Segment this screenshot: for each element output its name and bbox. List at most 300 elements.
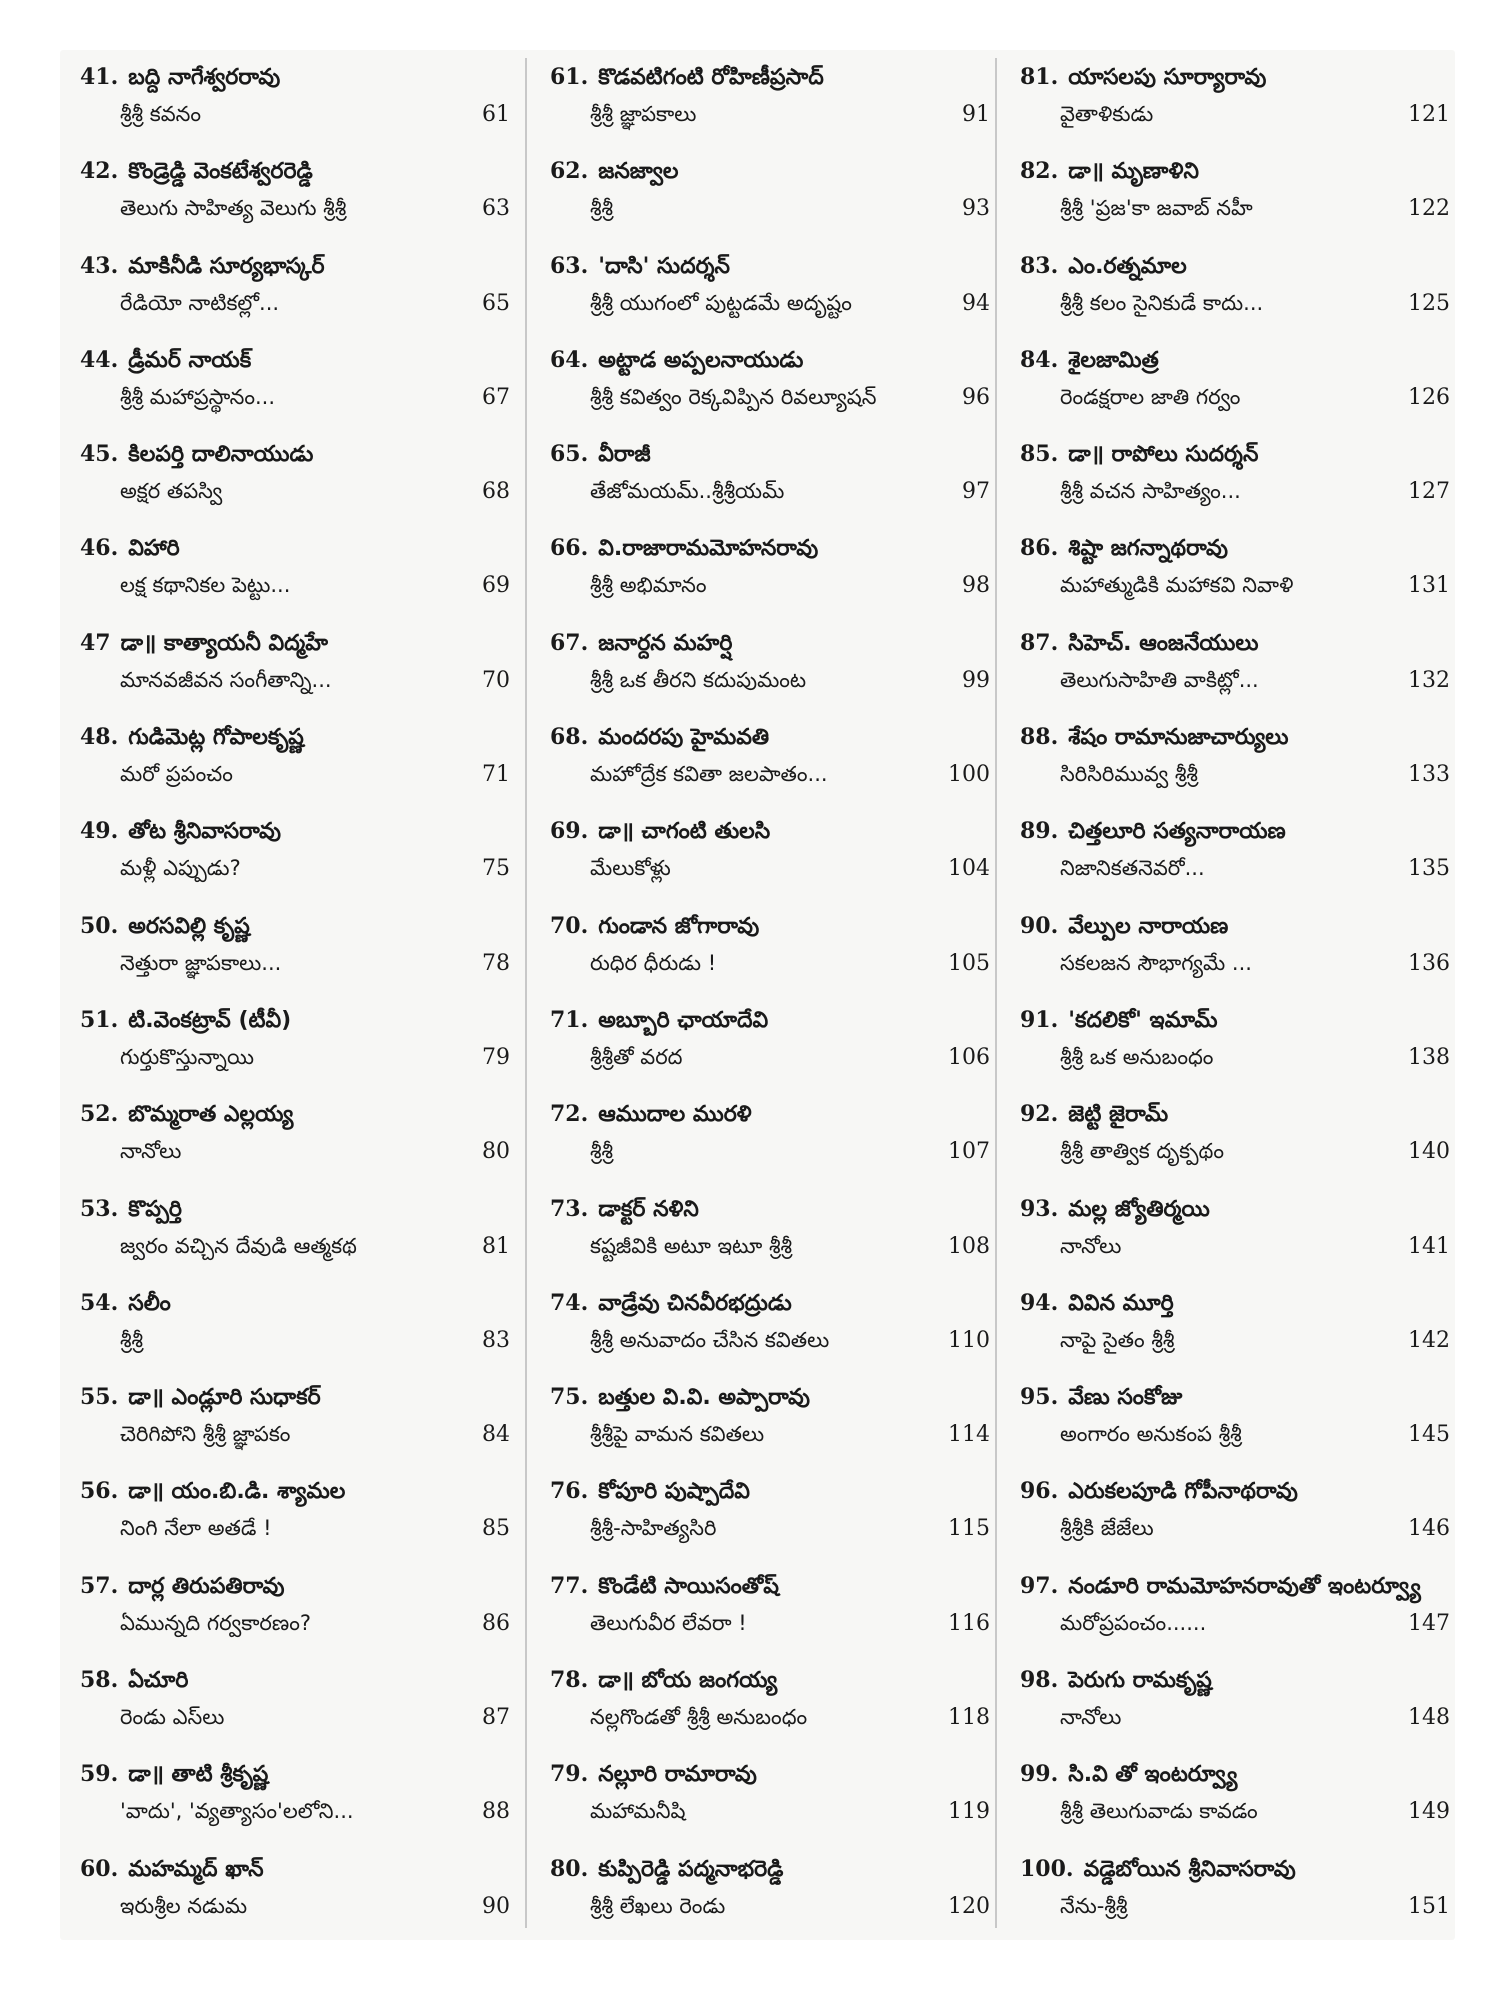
column-divider [995, 58, 997, 1928]
entry-number: 67. [550, 629, 589, 656]
toc-entry [80, 1087, 510, 1181]
entry-number: 50. [80, 912, 119, 939]
entry-number: 71. [550, 1006, 589, 1033]
entry-author: తోట శ్రీనివాసరావు [128, 819, 281, 845]
entry-author-line [80, 441, 510, 472]
entry-author: అట్టాడ అప్పలనాయుడు [598, 347, 804, 373]
entry-page-number: 94 [962, 290, 990, 316]
entry-number: 80. [550, 1855, 589, 1882]
entry-number: 59. [80, 1761, 119, 1788]
entry-author: డా॥ మృణాళిని [1068, 159, 1199, 185]
toc-entry [550, 710, 990, 804]
entry-author-line [550, 1101, 990, 1132]
toc-entry [80, 1182, 510, 1276]
toc-entry [1020, 993, 1450, 1087]
entry-title: శ్రీశ్రీ వచన సాహిత్యం... [1060, 479, 1241, 504]
contents-column-3 [1020, 50, 1450, 1940]
entry-title: మహాత్ముడికి మహాకవి నివాళి [1060, 573, 1294, 598]
entry-author: డా॥ చాగంటి తులసి [598, 819, 771, 845]
entry-title: వైతాళికుడు [1060, 102, 1154, 126]
entry-author-line [1020, 158, 1450, 189]
entry-author: యాసలపు సూర్యారావు [1068, 65, 1267, 90]
entry-author-line [550, 913, 990, 944]
entry-author-line [80, 1573, 510, 1604]
entry-number: 94. [1020, 1289, 1059, 1316]
entry-page-number: 61 [482, 102, 510, 127]
entry-author: మహమ్మద్ ఖాన్ [128, 1856, 264, 1882]
toc-entry [1020, 1842, 1450, 1936]
entry-title: నానోలు [1060, 1233, 1122, 1258]
entry-number: 51. [80, 1006, 119, 1033]
toc-entry [550, 1842, 990, 1936]
toc-entry [550, 1464, 990, 1558]
entry-title: శ్రీశ్రీ 'ప్రజ'కా జవాబ్ నహీ [1060, 196, 1253, 221]
entry-title: మహామనీషి [590, 1799, 686, 1824]
entry-title: శ్రీశ్రీ మహాప్రస్థానం... [120, 384, 276, 409]
toc-entry [1020, 1464, 1450, 1558]
entry-page-number: 116 [948, 1610, 990, 1636]
entry-author-line [1020, 913, 1450, 944]
entry-title: తెలుగు సాహిత్య వెలుగు శ్రీశ్రీ [120, 196, 347, 221]
entry-title: సకలజన సౌభాగ్యమే ... [1060, 950, 1252, 975]
toc-entry [80, 1276, 510, 1370]
toc-entry [1020, 616, 1450, 710]
entry-author-line [1020, 1290, 1450, 1321]
entry-title: అక్షర తపస్వి [120, 479, 223, 504]
toc-entry [80, 239, 510, 333]
toc-entry [1020, 50, 1450, 144]
entry-number: 93. [1020, 1195, 1059, 1222]
entry-page-number: 99 [962, 667, 990, 693]
entry-author-line [550, 441, 990, 472]
entry-page-number: 96 [962, 384, 990, 410]
entry-title: శ్రీశ్రీ లేఖలు రెండు [590, 1893, 726, 1918]
entry-author-line [550, 1290, 990, 1321]
entry-author-line [1020, 1101, 1450, 1132]
entry-number: 87. [1020, 629, 1059, 656]
entry-author-line [80, 535, 510, 566]
entry-page-number: 133 [1408, 762, 1450, 788]
entry-author: వి.రాజారామమోహనరావు [598, 536, 819, 562]
entry-author: జనార్దన మహర్షి [598, 630, 733, 656]
entry-number: 63. [550, 252, 589, 279]
entry-author: ఎరుకలపూడి గోపీనాథరావు [1068, 1479, 1298, 1505]
entry-page-number: 121 [1408, 102, 1450, 127]
entry-page-number: 85 [482, 1516, 510, 1542]
entry-page-number: 107 [948, 1139, 990, 1165]
entry-title: మళ్లీ ఎప్పుడు? [120, 856, 241, 881]
toc-entry [1020, 239, 1450, 333]
entry-author: డా॥ యం.బి.డి. శ్యామల [128, 1479, 346, 1505]
entry-page-number: 140 [1408, 1139, 1450, 1165]
entry-author-line [80, 818, 510, 849]
entry-author: డా॥ కాత్యాయనీ విద్మహే [120, 630, 328, 656]
toc-entry [80, 804, 510, 898]
entry-number: 60. [80, 1855, 119, 1882]
entry-author: కుప్పిరెడ్డి పద్మనాభరెడ్డి [598, 1856, 784, 1882]
entry-author: వడ్డెబోయిన శ్రీనివాసరావు [1083, 1856, 1296, 1882]
entry-author-line [80, 1667, 510, 1698]
entry-page-number: 78 [482, 950, 510, 976]
toc-entry [80, 1653, 510, 1747]
entry-page-number: 87 [482, 1705, 510, 1731]
entry-author: బత్తుల వి.వి. అప్పారావు [598, 1385, 810, 1411]
entry-title: తెలుగువీర లేవరా ! [590, 1610, 747, 1635]
entry-page-number: 104 [948, 856, 990, 882]
entry-page-number: 79 [482, 1044, 510, 1070]
toc-entry [550, 1370, 990, 1464]
entry-author: మల్ల జ్యోతిర్మయి [1068, 1196, 1210, 1222]
entry-page-number: 147 [1408, 1610, 1450, 1636]
entry-number: 42. [80, 158, 119, 185]
entry-page-number: 91 [962, 102, 990, 127]
entry-author-line [550, 1007, 990, 1038]
toc-entry [550, 1276, 990, 1370]
entry-author-line [550, 1856, 990, 1887]
entry-title: లక్ష కథానికల పెట్టు... [120, 573, 291, 598]
toc-entry [550, 899, 990, 993]
entry-author: సి.వి తో ఇంటర్వ్యూ [1068, 1762, 1238, 1788]
entry-page-number: 131 [1408, 573, 1450, 599]
entry-page-number: 115 [948, 1516, 990, 1542]
entry-page-number: 75 [482, 856, 510, 882]
contents-column-2 [550, 50, 990, 1940]
toc-entry [1020, 1653, 1450, 1747]
entry-number: 83. [1020, 252, 1059, 279]
entry-author-line [1020, 1761, 1450, 1792]
entry-title: శ్రీశ్రీ ఒక తీరని కదుపుమంట [590, 667, 807, 692]
entry-page-number: 149 [1408, 1799, 1450, 1825]
entry-title: శ్రీశ్రీ [590, 1139, 614, 1164]
entry-author: కొప్పర్తి [128, 1196, 182, 1222]
entry-title: రుధిర ధీరుడు ! [590, 950, 717, 975]
entry-number: 78. [550, 1667, 589, 1694]
entry-page-number: 151 [1408, 1893, 1450, 1919]
entry-page-number: 141 [1408, 1233, 1450, 1259]
entry-author-line [550, 1667, 990, 1698]
entry-title: మేలుకోళ్లు [590, 856, 671, 881]
entry-author: వీరాజీ [598, 442, 651, 468]
toc-entry [80, 1370, 510, 1464]
entry-page-number: 70 [482, 667, 510, 693]
entry-author-line [1020, 1856, 1450, 1887]
toc-entry [80, 50, 510, 144]
toc-entry [80, 616, 510, 710]
entry-author: విహారి [128, 536, 180, 562]
entry-author-line [550, 1478, 990, 1509]
contents-page [60, 50, 1455, 1940]
entry-page-number: 136 [1408, 950, 1450, 976]
entry-author: 'కదలికో' ఇమామ్ [1068, 1007, 1218, 1033]
entry-author-line [80, 1007, 510, 1038]
toc-entry [550, 1653, 990, 1747]
entry-author: జనజ్వాల [598, 159, 679, 185]
entry-author-line [1020, 441, 1450, 472]
toc-entry [550, 1747, 990, 1841]
entry-author-line [80, 630, 510, 661]
entry-title: నానోలు [1060, 1705, 1122, 1730]
entry-title: శ్రీశ్రీ ఒక అనుబంధం [1060, 1044, 1214, 1069]
entry-number: 58. [80, 1667, 119, 1694]
entry-page-number: 120 [948, 1893, 990, 1919]
toc-entry [80, 333, 510, 427]
entry-author: టి.వెంకట్రావ్ (టీవీ) [128, 1007, 292, 1033]
toc-entry [550, 1182, 990, 1276]
entry-page-number: 148 [1408, 1705, 1450, 1731]
entry-number: 86. [1020, 535, 1059, 562]
entry-page-number: 65 [482, 290, 510, 316]
entry-page-number: 110 [948, 1327, 990, 1353]
entry-author-line [550, 158, 990, 189]
entry-author-line [550, 630, 990, 661]
toc-entry [550, 521, 990, 615]
entry-author-line [80, 347, 510, 378]
entry-author-line [80, 64, 510, 95]
entry-number: 90. [1020, 912, 1059, 939]
entry-title: అంగారం అనుకంప శ్రీశ్రీ [1060, 1422, 1242, 1447]
entry-page-number: 125 [1408, 290, 1450, 316]
entry-title: మహోద్రేక కవితా జలపాతం... [590, 762, 828, 787]
toc-entry [80, 899, 510, 993]
entry-author-line [1020, 1196, 1450, 1227]
entry-number: 55. [80, 1384, 119, 1411]
entry-number: 82. [1020, 158, 1059, 185]
toc-entry [1020, 1370, 1450, 1464]
toc-entry [80, 1464, 510, 1558]
entry-page-number: 71 [482, 762, 510, 788]
entry-author: ఆముదాల మురళి [598, 1102, 752, 1128]
entry-page-number: 132 [1408, 667, 1450, 693]
entry-author-line [1020, 630, 1450, 661]
entry-number: 89. [1020, 818, 1059, 845]
entry-author: మాకినీడి సూర్యభాస్కర్ [128, 253, 325, 279]
entry-page-number: 88 [482, 1799, 510, 1825]
entry-author: సలీం [128, 1290, 171, 1316]
entry-page-number: 84 [482, 1422, 510, 1448]
entry-title: శ్రీశ్రీ యుగంలో పుట్టడమే అదృష్టం [590, 290, 852, 315]
entry-number: 70. [550, 912, 589, 939]
entry-author: గుండాన జోగారావు [598, 913, 760, 939]
toc-entry [1020, 804, 1450, 898]
entry-number: 44. [80, 346, 119, 373]
entry-page-number: 97 [962, 479, 990, 505]
toc-entry [550, 427, 990, 521]
entry-author-line [80, 1856, 510, 1887]
toc-entry [1020, 521, 1450, 615]
entry-number: 91. [1020, 1006, 1059, 1033]
entry-author: వేణు సంకోజు [1068, 1385, 1183, 1411]
entry-page-number: 83 [482, 1327, 510, 1353]
entry-number: 97. [1020, 1572, 1059, 1599]
entry-title: ఏమున్నది గర్వకారణం? [120, 1610, 312, 1635]
entry-number: 69. [550, 818, 589, 845]
toc-entry [550, 239, 990, 333]
entry-author-line [550, 253, 990, 284]
entry-author-line [550, 1573, 990, 1604]
entry-author: డా॥ తాటి శ్రీకృష్ణ [128, 1762, 269, 1788]
entry-number: 68. [550, 724, 589, 751]
toc-entry [550, 804, 990, 898]
entry-page-number: 100 [948, 762, 990, 788]
entry-author: కొడవటిగంటి రోహిణీప్రసాద్ [598, 65, 824, 90]
entry-title: నల్లగొండతో శ్రీశ్రీ అనుబంధం [590, 1705, 808, 1730]
entry-title: శ్రీశ్రీ కలం సైనికుడే కాదు... [1060, 290, 1264, 315]
toc-entry [550, 50, 990, 144]
entry-title: నేను-శ్రీశ్రీ [1060, 1893, 1128, 1918]
entry-title: శ్రీశ్రీకి జేజేలు [1060, 1516, 1154, 1541]
entry-author-line [550, 1761, 990, 1792]
toc-entry [80, 1747, 510, 1841]
entry-author: ఎం.రత్నమాల [1068, 253, 1187, 279]
entry-title: తెలుగుసాహితి వాకిట్లో... [1060, 667, 1259, 692]
toc-entry [550, 333, 990, 427]
entry-number: 95. [1020, 1384, 1059, 1411]
toc-entry [1020, 144, 1450, 238]
entry-page-number: 114 [948, 1422, 990, 1448]
entry-number: 61. [550, 64, 589, 90]
entry-number: 53. [80, 1195, 119, 1222]
entry-title: గుర్తుకొస్తున్నాయి [120, 1044, 254, 1069]
toc-entry [1020, 1182, 1450, 1276]
entry-number: 77. [550, 1572, 589, 1599]
entry-author-line [80, 1384, 510, 1415]
entry-number: 99. [1020, 1761, 1059, 1788]
toc-entry [1020, 1276, 1450, 1370]
entry-page-number: 135 [1408, 856, 1450, 882]
entry-page-number: 80 [482, 1139, 510, 1165]
entry-page-number: 138 [1408, 1044, 1450, 1070]
entry-page-number: 69 [482, 573, 510, 599]
entry-author-line [80, 1761, 510, 1792]
entry-author-line [1020, 347, 1450, 378]
toc-entry [550, 616, 990, 710]
entry-author: డా॥ ఎండ్లూరి సుధాకర్ [128, 1385, 321, 1411]
entry-author: వివిన మూర్తి [1068, 1290, 1174, 1316]
entry-page-number: 63 [482, 196, 510, 222]
entry-author-line [80, 1290, 510, 1321]
toc-entry [550, 993, 990, 1087]
entry-page-number: 106 [948, 1044, 990, 1070]
entry-author-line [550, 347, 990, 378]
toc-entry [1020, 710, 1450, 804]
entry-author: కొండేటి సాయిసంతోష్ [598, 1573, 779, 1599]
entry-author-line [1020, 1384, 1450, 1415]
toc-entry [80, 993, 510, 1087]
entry-author: శేషం రామానుజాచార్యులు [1068, 725, 1289, 751]
entry-page-number: 68 [482, 479, 510, 505]
entry-author-line [550, 1384, 990, 1415]
entry-page-number: 146 [1408, 1516, 1450, 1542]
entry-number: 88. [1020, 724, 1059, 751]
entry-author-line [550, 64, 990, 95]
entry-title: రెండు ఎస్‌లు [120, 1705, 225, 1730]
entry-author-line [1020, 1573, 1450, 1604]
entry-number: 41. [80, 64, 119, 90]
entry-title: శ్రీశ్రీ జ్ఞాపకాలు [590, 102, 697, 126]
entry-author-line [1020, 1007, 1450, 1038]
entry-title: నానోలు [120, 1139, 182, 1164]
entry-title: శ్రీశ్రీ కవిత్వం రెక్కవిప్పిన రివల్యూషన్ [590, 384, 877, 409]
entry-title: చెరిగిపోని శ్రీశ్రీ జ్ఞాపకం [120, 1422, 291, 1447]
entry-author-line [80, 1101, 510, 1132]
entry-title: రెండక్షరాల జాతి గర్వం [1060, 384, 1241, 409]
entry-number: 74. [550, 1289, 589, 1316]
entry-number: 64. [550, 346, 589, 373]
entry-number: 73. [550, 1195, 589, 1222]
entry-author: కోపూరి పుష్పాదేవి [598, 1479, 750, 1505]
entry-author: శైలజామిత్ర [1068, 347, 1159, 373]
entry-author-line [1020, 64, 1450, 95]
toc-entry [1020, 899, 1450, 993]
entry-title: మరో ప్రపంచం [120, 762, 233, 787]
toc-entry [80, 1842, 510, 1936]
entry-author: బొమ్మరాత ఎల్లయ్య [128, 1102, 294, 1128]
entry-author: వాడ్రేవు చినవీరభద్రుడు [598, 1290, 792, 1316]
entry-title: శ్రీశ్రీతో వరద [590, 1044, 683, 1069]
toc-entry [80, 710, 510, 804]
entry-author-line [550, 1196, 990, 1227]
entry-author-line [80, 253, 510, 284]
entry-author-line [1020, 535, 1450, 566]
entry-page-number: 118 [948, 1705, 990, 1731]
entry-number: 100. [1020, 1855, 1074, 1882]
entry-title: శ్రీశ్రీ-సాహిత్యసిరి [590, 1516, 717, 1541]
toc-entry [80, 427, 510, 521]
entry-author: అరసవిల్లి కృష్ణ [128, 913, 250, 939]
toc-entry [1020, 1747, 1450, 1841]
entry-author-line [80, 724, 510, 755]
entry-author: కిలపర్తి దాలినాయుడు [128, 442, 314, 468]
entry-number: 57. [80, 1572, 119, 1599]
entry-author: బద్ది నాగేశ్వరరావు [128, 65, 281, 90]
entry-number: 66. [550, 535, 589, 562]
entry-title: శ్రీశ్రీ కవనం [120, 102, 202, 126]
entry-author: డా॥ రాపోలు సుదర్శన్ [1068, 442, 1259, 468]
entry-page-number: 90 [482, 1893, 510, 1919]
entry-title: శ్రీశ్రీ తాత్విక దృక్పథం [1060, 1139, 1225, 1164]
entry-author: పెరుగు రామకృష్ణ [1068, 1668, 1212, 1694]
entry-number: 75. [550, 1384, 589, 1411]
entry-page-number: 108 [948, 1233, 990, 1259]
entry-author-line [80, 1478, 510, 1509]
entry-number: 65. [550, 441, 589, 468]
entry-title: తేజోమయమ్..శ్రీశ్రీయమ్ [590, 479, 785, 504]
entry-title: శ్రీశ్రీ తెలుగువాడు కావడం [1060, 1799, 1258, 1824]
entry-number: 48. [80, 724, 119, 751]
entry-number: 98. [1020, 1667, 1059, 1694]
entry-number: 81. [1020, 64, 1059, 90]
entry-title: మానవజీవన సంగీతాన్ని... [120, 667, 332, 692]
toc-entry [550, 1559, 990, 1653]
entry-title: శ్రీశ్రీ అభిమానం [590, 573, 707, 598]
toc-entry [550, 144, 990, 238]
entry-page-number: 122 [1408, 196, 1450, 222]
entry-author: వేల్పుల నారాయణ [1068, 913, 1229, 939]
entry-number: 84. [1020, 346, 1059, 373]
toc-entry [80, 144, 510, 238]
entry-title: శ్రీశ్రీ [590, 196, 614, 221]
entry-title: కష్టజీవికి అటూ ఇటూ శ్రీశ్రీ [590, 1233, 793, 1258]
entry-number: 49. [80, 818, 119, 845]
entry-page-number: 105 [948, 950, 990, 976]
entry-page-number: 67 [482, 384, 510, 410]
entry-author: సిహెచ్. ఆంజనేయులు [1068, 630, 1259, 656]
entry-page-number: 142 [1408, 1327, 1450, 1353]
toc-entry [80, 1559, 510, 1653]
entry-page-number: 98 [962, 573, 990, 599]
entry-author: జెట్టి జైరామ్ [1068, 1102, 1169, 1128]
entry-title: 'వాదు', 'వ్యత్యాసం'లలోని... [120, 1799, 354, 1824]
